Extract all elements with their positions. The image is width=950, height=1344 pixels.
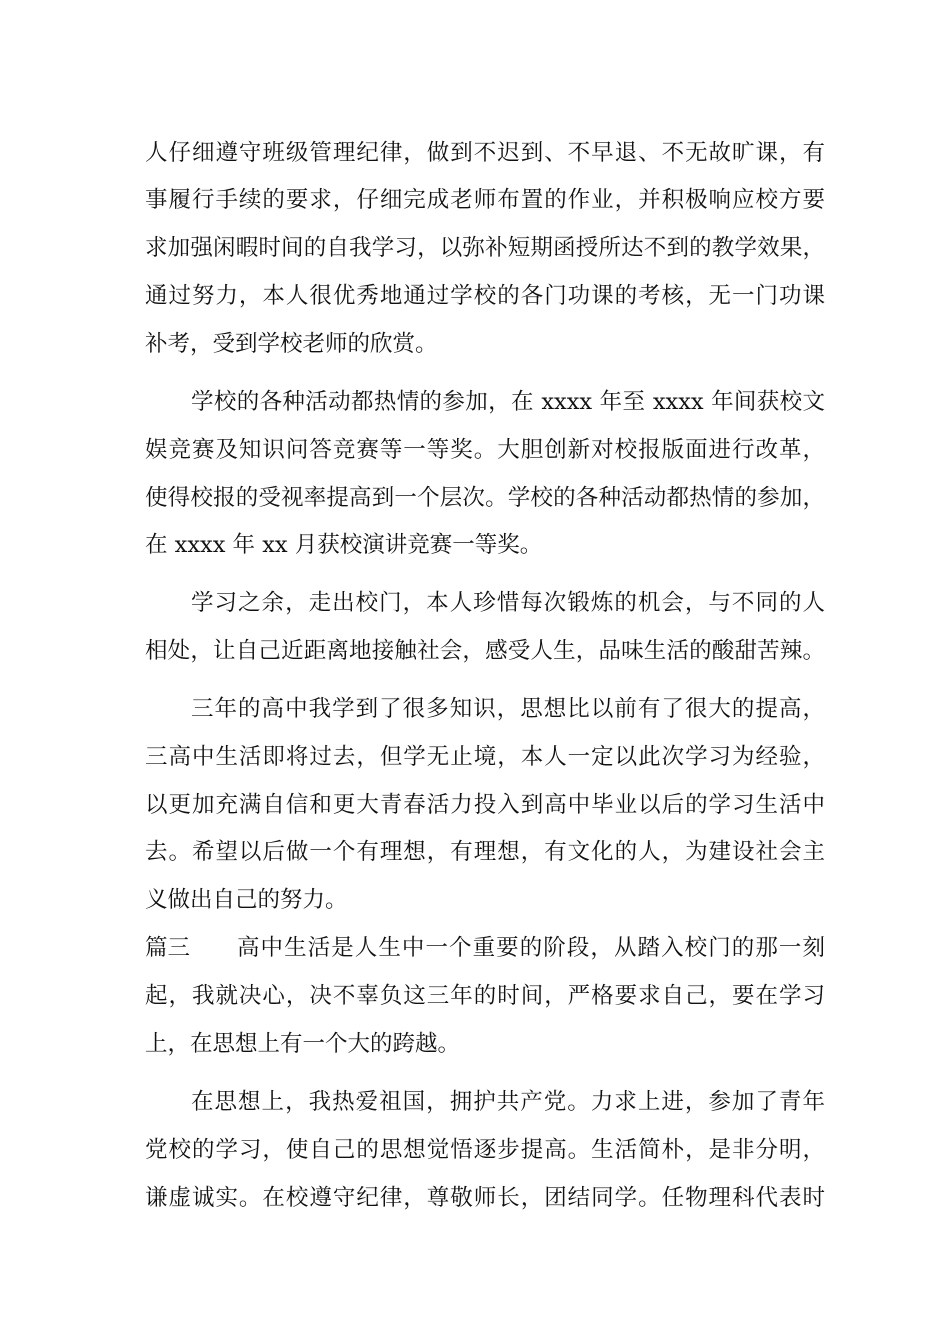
- text-line: 娱竞赛及知识问答竞赛等一等奖。大胆创新对校报版面进行改革，: [145, 437, 825, 463]
- text-line: 义做出自己的努力。: [145, 887, 348, 913]
- text-line: 学校的各种活动都热情的参加，在 xxxx 年至 xxxx 年间获校文: [191, 389, 825, 415]
- text-line: 三高中生活即将过去，但学无止境，本人一定以此次学习为经验，: [145, 744, 825, 770]
- text-line: 通过努力，本人很优秀地通过学校的各门功课的考核，无一门功课: [145, 283, 825, 309]
- text-line: 使得校报的受视率提高到一个层次。学校的各种活动都热情的参加，: [145, 485, 825, 511]
- text-line: 求加强闲暇时间的自我学习，以弥补短期函授所达不到的教学效果，: [145, 235, 825, 261]
- text-line: 人仔细遵守班级管理纪律，做到不迟到、不早退、不无故旷课，有: [145, 140, 825, 166]
- text-line: 相处，让自己近距离地接触社会，感受人生，品味生活的酸甜苦辣。: [145, 638, 825, 664]
- text-line: 补考，受到学校老师的欣赏。: [145, 331, 438, 357]
- text-line: 谦虚诚实。在校遵守纪律，尊敬师长，团结同学。任物理科代表时: [145, 1185, 825, 1211]
- text-line: 在 xxxx 年 xx 月获校演讲竞赛一等奖。: [145, 532, 543, 558]
- text-line: 在思想上，我热爱祖国，拥护共产党。力求上进，参加了青年: [191, 1089, 825, 1115]
- text-line: 上，在思想上有一个大的跨越。: [145, 1031, 461, 1057]
- text-line: 三年的高中我学到了很多知识，思想比以前有了很大的提高，: [191, 696, 825, 722]
- text-line: 高中生活是人生中一个重要的阶段，从踏入校门的那一刻: [237, 935, 825, 961]
- text-line: 以更加充满自信和更大青春活力投入到高中毕业以后的学习生活中: [145, 792, 825, 818]
- text-line: 事履行手续的要求，仔细完成老师布置的作业，并积极响应校方要: [145, 187, 825, 213]
- text-line: 去。希望以后做一个有理想，有理想，有文化的人，为建设社会主: [145, 839, 825, 865]
- section-label: 篇三: [145, 935, 191, 961]
- text-line: 党校的学习，使自己的思想觉悟逐步提高。生活简朴，是非分明，: [145, 1137, 825, 1163]
- text-line: 起，我就决心，决不辜负这三年的时间，严格要求自己，要在学习: [145, 983, 825, 1009]
- text-line: 学习之余，走出校门，本人珍惜每次锻炼的机会，与不同的人: [191, 590, 825, 616]
